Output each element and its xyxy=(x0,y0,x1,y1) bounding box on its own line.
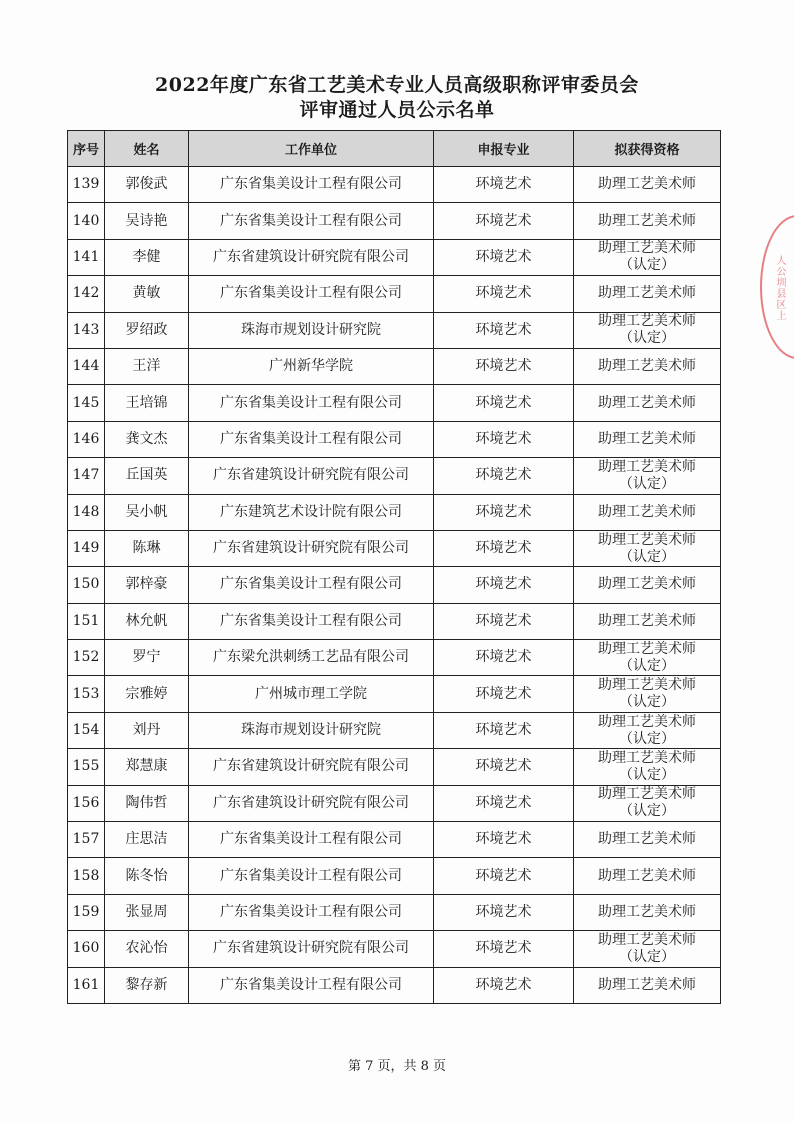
cell-serial: 154 xyxy=(68,712,105,748)
table-header-row xyxy=(68,131,721,167)
table-row xyxy=(68,458,721,494)
cell-organization: 广州新华学院 xyxy=(189,348,434,384)
qualification-title: 助理工艺美术师 xyxy=(598,240,696,257)
cell-organization: 广东省集美设计工程有限公司 xyxy=(189,276,434,312)
cell-major: 环境艺术 xyxy=(434,239,574,275)
cell-qualification xyxy=(574,276,721,312)
cell-name: 张显周 xyxy=(105,894,189,930)
header-qualification: 拟获得资格 xyxy=(574,131,721,167)
cell-name: 李健 xyxy=(105,239,189,275)
cell-qualification xyxy=(574,458,721,494)
table-row xyxy=(68,494,721,530)
cell-major: 环境艺术 xyxy=(434,894,574,930)
qualification-title: 助理工艺美术师 xyxy=(598,531,696,548)
qualification-title: 助理工艺美术师 xyxy=(598,904,696,920)
cell-major: 环境艺术 xyxy=(434,312,574,348)
cell-organization: 广东省建筑设计研究院有限公司 xyxy=(189,931,434,967)
cell-name: 郑慧康 xyxy=(105,749,189,785)
qualification-note: （认定） xyxy=(619,948,675,965)
qualification-title: 助理工艺美术师 xyxy=(598,786,696,803)
cell-qualification xyxy=(574,239,721,275)
qualification-title: 助理工艺美术师 xyxy=(598,503,696,520)
table-row xyxy=(68,421,721,457)
qualification-title: 助理工艺美术师 xyxy=(598,976,696,993)
table-row xyxy=(68,858,721,894)
cell-name: 林允帆 xyxy=(105,603,189,639)
cell-major: 环境艺术 xyxy=(434,385,574,421)
cell-serial: 143 xyxy=(68,312,105,348)
table-row xyxy=(68,785,721,821)
table-body xyxy=(68,167,721,1004)
qualification-title: 助理工艺美术师 xyxy=(598,358,696,375)
cell-serial: 142 xyxy=(68,276,105,312)
cell-qualification xyxy=(574,967,721,1003)
cell-name: 吴诗艳 xyxy=(105,203,189,239)
cell-qualification xyxy=(574,822,721,858)
page-footer: 第 7 页，共 8 页 xyxy=(347,1059,447,1074)
cell-organization: 广东省集美设计工程有限公司 xyxy=(189,822,434,858)
cell-serial: 149 xyxy=(68,530,105,566)
table-row xyxy=(68,603,721,639)
cell-serial: 148 xyxy=(68,494,105,530)
cell-name: 黎存新 xyxy=(105,967,189,1003)
qualification-title: 助理工艺美术师 xyxy=(598,313,696,330)
table-row xyxy=(68,894,721,930)
cell-qualification xyxy=(574,312,721,348)
table-row xyxy=(68,676,721,712)
cell-qualification xyxy=(574,931,721,967)
cell-qualification xyxy=(574,348,721,384)
cell-serial: 159 xyxy=(68,894,105,930)
qualification-title: 助理工艺美术师 xyxy=(598,285,696,302)
qualification-note: （认定） xyxy=(619,475,675,492)
cell-qualification xyxy=(574,894,721,930)
table-row xyxy=(68,640,721,676)
cell-major: 环境艺术 xyxy=(434,931,574,967)
qualification-note: （认定） xyxy=(619,257,675,274)
cell-name: 龚文杰 xyxy=(105,421,189,457)
qualification-title: 助理工艺美术师 xyxy=(598,677,696,694)
cell-major: 环境艺术 xyxy=(434,822,574,858)
cell-serial: 145 xyxy=(68,385,105,421)
cell-qualification xyxy=(574,421,721,457)
table-row xyxy=(68,385,721,421)
cell-name: 丘国英 xyxy=(105,458,189,494)
cell-major: 环境艺术 xyxy=(434,276,574,312)
cell-name: 郭梓豪 xyxy=(105,567,189,603)
qualification-title: 助理工艺美术师 xyxy=(598,831,696,848)
cell-qualification xyxy=(574,676,721,712)
cell-organization: 珠海市规划设计研究院 xyxy=(189,712,434,748)
cell-serial: 153 xyxy=(68,676,105,712)
cell-major: 环境艺术 xyxy=(434,167,574,203)
cell-organization: 广东省建筑设计研究院有限公司 xyxy=(189,749,434,785)
cell-qualification xyxy=(574,167,721,203)
cell-organization: 广州城市理工学院 xyxy=(189,676,434,712)
table-row xyxy=(68,712,721,748)
roster-table xyxy=(67,130,721,1004)
header-organization: 工作单位 xyxy=(189,131,434,167)
cell-serial: 160 xyxy=(68,931,105,967)
cell-qualification xyxy=(574,785,721,821)
cell-serial: 151 xyxy=(68,603,105,639)
table-row xyxy=(68,167,721,203)
cell-organization: 广东建筑艺术设计院有限公司 xyxy=(189,494,434,530)
cell-organization: 广东省建筑设计研究院有限公司 xyxy=(189,530,434,566)
qualification-title: 助理工艺美术师 xyxy=(598,212,696,229)
qualification-title: 助理工艺美术师 xyxy=(598,867,696,884)
table-row xyxy=(68,822,721,858)
table-row xyxy=(68,749,721,785)
cell-name: 罗绍政 xyxy=(105,312,189,348)
cell-serial: 161 xyxy=(68,967,105,1003)
cell-major: 环境艺术 xyxy=(434,858,574,894)
cell-qualification xyxy=(574,640,721,676)
cell-organization: 广东省建筑设计研究院有限公司 xyxy=(189,458,434,494)
cell-serial: 158 xyxy=(68,858,105,894)
cell-major: 环境艺术 xyxy=(434,567,574,603)
header-serial: 序号 xyxy=(68,131,105,167)
table-row xyxy=(68,312,721,348)
cell-organization: 广东梁允洪刺绣工艺品有限公司 xyxy=(189,640,434,676)
cell-qualification xyxy=(574,603,721,639)
cell-serial: 157 xyxy=(68,822,105,858)
cell-qualification xyxy=(574,494,721,530)
cell-serial: 146 xyxy=(68,421,105,457)
qualification-title: 助理工艺美术师 xyxy=(598,176,696,193)
qualification-title: 助理工艺美术师 xyxy=(598,713,696,730)
qualification-note: （认定） xyxy=(619,766,675,783)
table-row xyxy=(68,967,721,1003)
cell-name: 陶伟哲 xyxy=(105,785,189,821)
cell-organization: 广东省集美设计工程有限公司 xyxy=(189,421,434,457)
cell-serial: 144 xyxy=(68,348,105,384)
table-row xyxy=(68,567,721,603)
header-major: 申报专业 xyxy=(434,131,574,167)
cell-serial: 139 xyxy=(68,167,105,203)
cell-organization: 珠海市规划设计研究院 xyxy=(189,312,434,348)
cell-major: 环境艺术 xyxy=(434,967,574,1003)
table-row xyxy=(68,203,721,239)
cell-name: 罗宁 xyxy=(105,640,189,676)
cell-major: 环境艺术 xyxy=(434,530,574,566)
cell-name: 黄敏 xyxy=(105,276,189,312)
qualification-note: （认定） xyxy=(619,657,675,674)
qualification-title: 助理工艺美术师 xyxy=(598,458,696,475)
cell-serial: 140 xyxy=(68,203,105,239)
qualification-title: 助理工艺美术师 xyxy=(598,612,696,629)
cell-organization: 广东省集美设计工程有限公司 xyxy=(189,967,434,1003)
cell-serial: 150 xyxy=(68,567,105,603)
cell-name: 陈琳 xyxy=(105,530,189,566)
cell-name: 陈冬怡 xyxy=(105,858,189,894)
cell-serial: 141 xyxy=(68,239,105,275)
cell-major: 环境艺术 xyxy=(434,676,574,712)
qualification-title: 助理工艺美术师 xyxy=(598,749,696,766)
cell-qualification xyxy=(574,749,721,785)
table-row xyxy=(68,276,721,312)
cell-organization: 广东省集美设计工程有限公司 xyxy=(189,603,434,639)
seal-text: 人公圳县区上 xyxy=(774,255,785,321)
cell-organization: 广东省集美设计工程有限公司 xyxy=(189,203,434,239)
cell-major: 环境艺术 xyxy=(434,785,574,821)
cell-name: 庄思洁 xyxy=(105,822,189,858)
cell-major: 环境艺术 xyxy=(434,712,574,748)
table-row xyxy=(68,348,721,384)
qualification-note: （认定） xyxy=(619,330,675,347)
qualification-title: 助理工艺美术师 xyxy=(598,640,696,657)
cell-major: 环境艺术 xyxy=(434,603,574,639)
cell-major: 环境艺术 xyxy=(434,203,574,239)
qualification-note: （认定） xyxy=(619,694,675,711)
cell-name: 王洋 xyxy=(105,348,189,384)
cell-qualification xyxy=(574,385,721,421)
cell-organization: 广东省集美设计工程有限公司 xyxy=(189,385,434,421)
cell-qualification xyxy=(574,203,721,239)
qualification-title: 助理工艺美术师 xyxy=(598,576,696,593)
cell-name: 吴小帆 xyxy=(105,494,189,530)
cell-organization: 广东省集美设计工程有限公司 xyxy=(189,858,434,894)
cell-qualification xyxy=(574,530,721,566)
cell-qualification xyxy=(574,567,721,603)
cell-name: 刘丹 xyxy=(105,712,189,748)
cell-major: 环境艺术 xyxy=(434,640,574,676)
cell-name: 郭俊武 xyxy=(105,167,189,203)
cell-serial: 156 xyxy=(68,785,105,821)
document-title: 2022年度广东省工艺美术专业人员高级职称评审委员会 xyxy=(155,74,639,96)
cell-major: 环境艺术 xyxy=(434,348,574,384)
cell-serial: 155 xyxy=(68,749,105,785)
cell-organization: 广东省建筑设计研究院有限公司 xyxy=(189,239,434,275)
cell-major: 环境艺术 xyxy=(434,458,574,494)
cell-organization: 广东省集美设计工程有限公司 xyxy=(189,894,434,930)
qualification-note: （认定） xyxy=(619,803,675,820)
cell-name: 农沁怡 xyxy=(105,931,189,967)
official-seal xyxy=(760,215,794,359)
table-row xyxy=(68,239,721,275)
cell-major: 环境艺术 xyxy=(434,749,574,785)
qualification-note: （认定） xyxy=(619,730,675,747)
cell-name: 王培锦 xyxy=(105,385,189,421)
qualification-title: 助理工艺美术师 xyxy=(598,394,696,411)
cell-organization: 广东省建筑设计研究院有限公司 xyxy=(189,785,434,821)
cell-qualification xyxy=(574,858,721,894)
table-row xyxy=(68,530,721,566)
qualification-note: （认定） xyxy=(619,548,675,565)
qualification-title: 助理工艺美术师 xyxy=(598,430,696,447)
cell-organization: 广东省集美设计工程有限公司 xyxy=(189,567,434,603)
cell-major: 环境艺术 xyxy=(434,494,574,530)
cell-qualification xyxy=(574,712,721,748)
cell-organization: 广东省集美设计工程有限公司 xyxy=(189,167,434,203)
document-subtitle: 评审通过人员公示名单 xyxy=(299,99,495,121)
table-row xyxy=(68,931,721,967)
cell-major: 环境艺术 xyxy=(434,421,574,457)
qualification-title: 助理工艺美术师 xyxy=(598,931,696,948)
cell-serial: 152 xyxy=(68,640,105,676)
header-name: 姓名 xyxy=(105,131,189,167)
cell-name: 宗雅婷 xyxy=(105,676,189,712)
cell-serial: 147 xyxy=(68,458,105,494)
